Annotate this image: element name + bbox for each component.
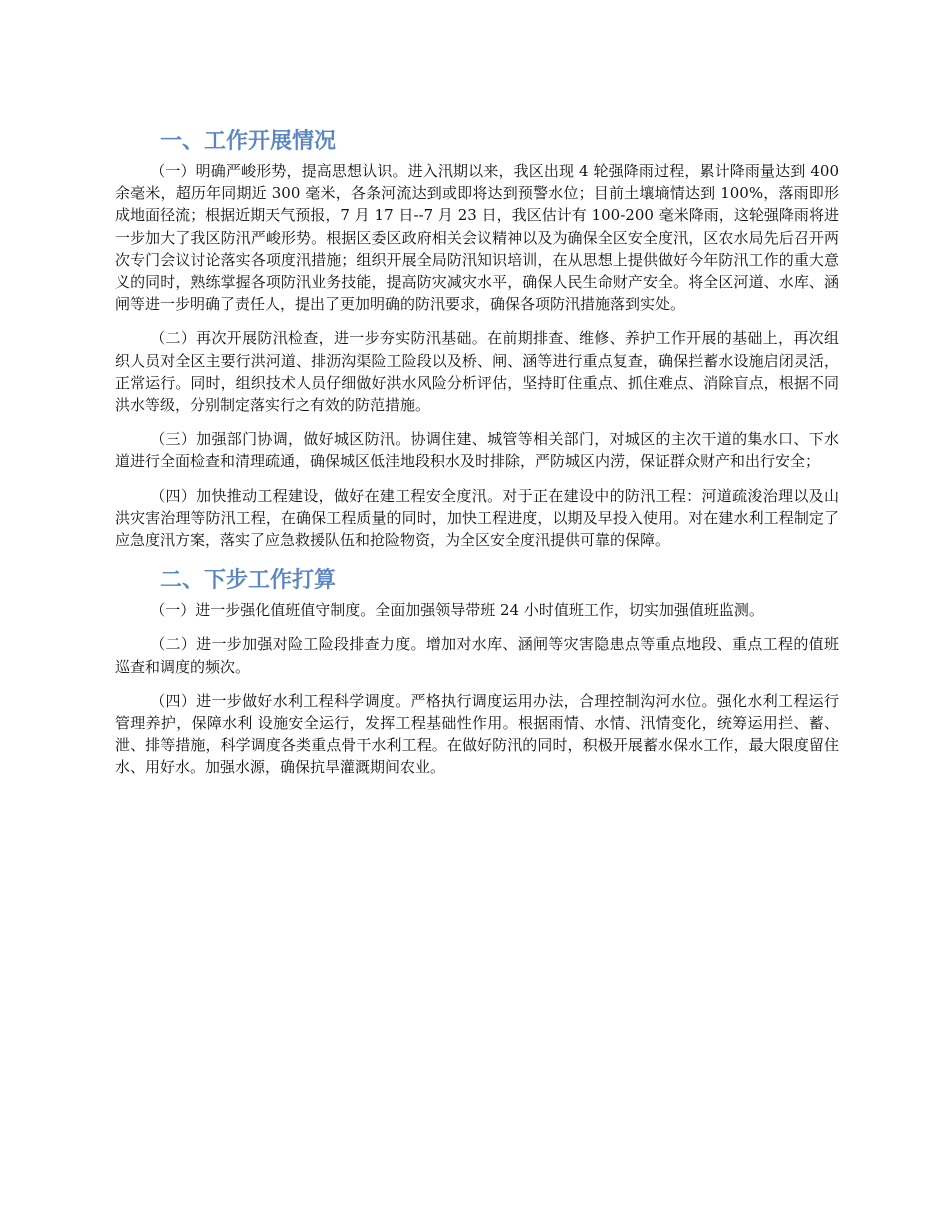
paragraph-1-2: （二）再次开展防汛检查，进一步夯实防汛基础。在前期排查、维修、养护工作开展的基础上，再次组织人员对全区主要行洪河道、排沥沟渠险工险段以及桥、闸、涵等进行重点复查，确保拦蓄水设施启闭灵活，正常运行。同时，组织技术人员仔细做好洪水风险分析评估，坚持盯住重点、抓住难点、消除盲点，根据不同洪水等级，分别制定落实行之有效的防范措施。 [115,329,839,415]
paragraph-2-3: （四）进一步做好水利工程科学调度。严格执行调度运用办法，合理控制沟河水位。强化水利工程运行管理养护，保障水利 设施安全运行，发挥工程基础性作用。根据雨情、水情、汛情变化，统筹运用拦、蓄、泄、排等措施，科学调度各类重点骨干水利工程。在做好防汛的同时，积极开展蓄水保水工作，最大限度留住水、用好水。加强水源，确保抗旱灌溉期间农业。 [115,691,839,777]
section-heading-next-steps: 二、下步工作打算 [160,568,337,594]
paragraph-2-1: （一）进一步强化值班值守制度。全面加强领导带班 24 小时值班工作，切实加强值班监测。 [150,601,764,620]
document-page [115,124,839,791]
paragraph-2-2: （二）进一步加强对险工险段排查力度。增加对水库、涵闸等灾害隐患点等重点地段、重点工程的值班巡查和调度的频次。 [115,635,839,676]
paragraph-1-4: （四）加快推动工程建设，做好在建工程安全度汛。对于正在建设中的防汛工程：河道疏浚治理以及山洪灾害治理等防汛工程，在确保工程质量的同时，加快工程进度，以期及早投入使用。对在建水利工程制定了应急度汛方案，落实了应急救援队伍和抢险物资，为全区安全度汛提供可靠的保障。 [115,486,839,550]
paragraph-1-1: （一）明确严峻形势，提高思想认识。进入汛期以来，我区出现 4 轮强降雨过程，累计降雨量达到 400 余毫米，超历年同期近 300 毫米，各条河流达到或即将达到预警水位；目前土壤墒情达到 100%，落雨即形成地面径流；根据近期天气预报，7 月 17 日--7 月 23 日，我区估计有 100-200 毫米降雨，这轮强降雨将进一步加大了我区防汛严峻形势。根据区委区政府相关会议精神以及为确保全区安全度汛，区农水局先后召开两次专门会议讨论落实各项度汛措施；组织开展全局防汛知识培训，在从思想上提供做好今年防汛工作的重大意义的同时，熟练掌握各项防汛业务技能，提高防灾减灾水平，确保人民生命财产安全。将全区河道、水库、涵闸等进一步明确了责任人，提出了更加明确的防汛要求，确保各项防汛措施落到实处。 [115,162,839,314]
section-heading-work-status: 一、工作开展情况 [160,129,337,154]
paragraph-1-3: （三）加强部门协调，做好城区防汛。协调住建、城管等相关部门，对城区的主次干道的集水口、下水道进行全面检查和清理疏通，确保城区低洼地段积水及时排除，严防城区内涝，保证群众财产和出行安全； [115,430,839,471]
